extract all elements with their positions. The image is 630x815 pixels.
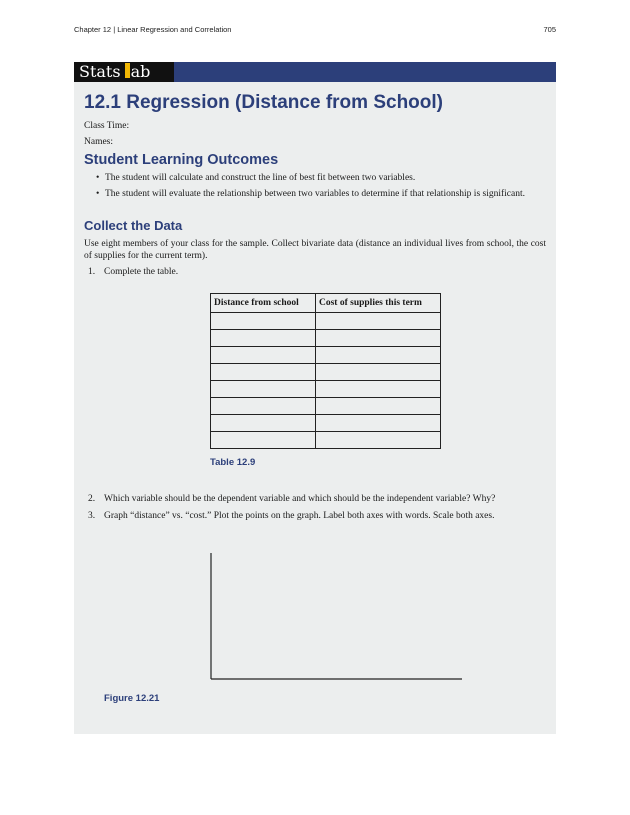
table-row xyxy=(211,347,441,364)
distance-cell[interactable] xyxy=(211,313,316,330)
table-caption: Table 12.9 xyxy=(210,457,256,468)
chapter-title: Chapter 12 | Linear Regression and Correlation xyxy=(74,25,232,34)
outcome-item: • The student will calculate and construct the line of best fit between two variables. xyxy=(96,173,546,183)
distance-cell[interactable] xyxy=(211,381,316,398)
step-text: Complete the table. xyxy=(104,267,179,277)
cost-cell[interactable] xyxy=(316,432,441,449)
class-time-label: Class Time: xyxy=(84,121,130,131)
distance-cell[interactable] xyxy=(211,398,316,415)
step-3 xyxy=(88,511,494,521)
header-cost: Cost of supplies this term xyxy=(316,294,441,313)
distance-cell[interactable] xyxy=(211,330,316,347)
page-number: 705 xyxy=(543,25,556,34)
step-text: Which variable should be the dependent variable and which should be the independent variable? Why? xyxy=(104,494,496,504)
stats-lab-banner xyxy=(74,62,556,82)
table-row xyxy=(211,330,441,347)
step-1 xyxy=(88,267,178,277)
collect-heading: Collect the Data xyxy=(84,218,183,233)
running-header xyxy=(74,25,556,34)
lab-title: 12.1 Regression (Distance from School) xyxy=(84,92,443,113)
table-row xyxy=(211,398,441,415)
logo-bar-icon xyxy=(125,63,130,78)
step-number: 1. xyxy=(88,267,96,277)
distance-cell[interactable] xyxy=(211,347,316,364)
table-header-row xyxy=(211,294,441,313)
outcomes-list xyxy=(96,173,546,205)
lab-panel xyxy=(74,82,556,734)
cost-cell[interactable] xyxy=(316,347,441,364)
header-distance: Distance from school xyxy=(211,294,316,313)
step-2 xyxy=(88,494,495,504)
stats-lab-logo xyxy=(74,62,174,82)
cost-cell[interactable] xyxy=(316,415,441,432)
figure-caption: Figure 12.21 xyxy=(104,693,160,704)
outcomes-heading: Student Learning Outcomes xyxy=(84,152,279,168)
cost-cell[interactable] xyxy=(316,313,441,330)
distance-cell[interactable] xyxy=(211,432,316,449)
cost-cell[interactable] xyxy=(316,381,441,398)
collect-intro: Use eight members of your class for the sample. Collect bivariate data (distance an individual lives from school, the cost of supplies for the current term). xyxy=(84,239,546,261)
cost-cell[interactable] xyxy=(316,364,441,381)
blank-graph-axes xyxy=(210,553,465,681)
table-row xyxy=(211,432,441,449)
cost-cell[interactable] xyxy=(316,330,441,347)
cost-cell[interactable] xyxy=(316,398,441,415)
step-number: 2. xyxy=(88,494,96,504)
table-row xyxy=(211,381,441,398)
table-row xyxy=(211,313,441,330)
table-row xyxy=(211,364,441,381)
table-row xyxy=(211,415,441,432)
names-label: Names: xyxy=(84,137,114,147)
data-table xyxy=(210,293,441,449)
step-number: 3. xyxy=(88,511,96,521)
step-text: Graph “distance” vs. “cost.” Plot the points on the graph. Label both axes with words. Scale both axes. xyxy=(104,511,495,521)
logo-text-ab: ab xyxy=(130,62,151,81)
outcome-item: • The student will evaluate the relationship between two variables to determine if that relationship is significant. xyxy=(96,189,546,199)
distance-cell[interactable] xyxy=(211,415,316,432)
distance-cell[interactable] xyxy=(211,364,316,381)
logo-text-stats: Stats xyxy=(79,62,121,81)
